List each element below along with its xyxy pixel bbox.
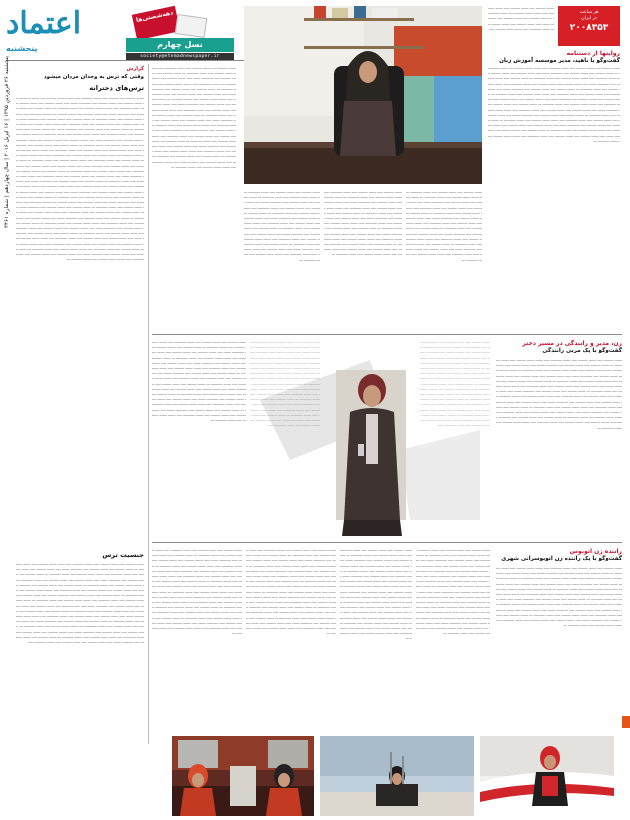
top-center-body-3: ـــــــ ـــــــــ ـــــ ـــــــ ـــــــــ ـــــ ـــــــ ـــــــــــ ـــــ ـــــــ ـــــــ ـــــــــ ـــــ ـــــــ ـــــــــــ ـــ ـــــــ ـــــــــ ـــــ ـــــــ ـــــــــ ـــــ ـــــــــــ ـــــــ ـــــ ـــــــ ـــــــــ ـــــ ـــــــ ـــــــــ ـــــ ـــــــ ـــــــــــ ـــــ ـــــــ ـــــــ ـــــــــ ـــــ ـــــــ ـــــــــــ ـــ ـــــــ ـــــــــ ـــــ ـــــــ ـــــــــ ـــــ ـــــــــــ ـــــــ ـــــ ـــــــ ـــــــــ ـــــ ـــــــ ـــــــــ ـــــ ـــــــ ـــــــــــ ـــــ ـــــــ ـــــــ ـــــــــ ـــــ ـــــــ ـــــــــــ ـــ ـــــــ ـــــــــ ـــــ ـــــــ ـــــــــ ـــــ ـــــــــــ ـــــــ ـــــ ـــــــ ـــــــــ ـــــ ـــــــ ـــــــــ ـــــ ـــــــ ـــــــــــ ـــــ ـــــــ ـــــــ ـــــــــ ـــــ ـــــــ ـــــــــــ ـــ ـــــــ ـــــــــ ـــــ ـــــــ ـــــــــ ـــــ ـــــــــــ ـــــــ ـــــ ـــــــ ـــــــــ ـــــ ـــــــ ـــــــــ ـــــ ـــــــ ـــــــــــ ـــــ ـــــــ ـــــــ ـــــــــ ـــــ ـــــــ ـــــــــــ ـــ [406,190,482,262]
section-badge-text: دهه‌شصتی‌ها [135,9,174,24]
row-divider-1 [152,334,622,335]
left-column-body: ـــــــ ـــــــــ ـــــ ـــــــــ ـــــ ـــــــ ـــــــــــ ـــــ ـــــــ ـــــــ ـــــــــ ـــــ ـــــــ ـــــــــــ ـــ ـــــــ ـــــــــ ـــــ ـــــــ ـــــــــ ـــــ ـــــــــــ ـــــــ ـــــ ـــــــ ـــــــــ ـــــ ـــــــ ـــــــــ ـــــ ـــــــ ـــــــــــ ـــــ ـــــــ ـــــــ ـــــــــ ـــــ ـــــــ ـــــــــــ ـــ ـــــــ ـــــــــ ـــــ ـــــــ ـــــــــ ـــــ ـــــــــــ ـــــــ ـــــ ـــــــ ـــــــــ ـــــ ـــــــ ـــــــــ ـــــ ـــــــ ـــــــــــ ـــــ ـــــــ ـــــــ ـــــــــ ـــــ ـــــــ ـــــــــــ ـــ ـــــــ ـــــــــ ـــــ ـــــــ ـــــــــ ـــــ ـــــــــــ ـــــــ ـــــ ـــــــ ـــــــــ ـــــ ـــــــ ـــــــــ ـــــ ـــــــ ـــــــــــ ـــــ ـــــــ ـــــــ ـــــــــ ـــــ ـــــــ ـــــــــــ ـــ ـــــــ ـــــــــ ـــــ ـــــــ ـــــــــ ـــــ ـــــــــــ ـــــــ ـــــ ـــــــ ـــــــــ ـــــ ـــــــ ـــــــــ ـــــ ـــــــ ـــــــــــ ـــــ ـــــــ ـــــــ ـــــــــ ـــــ ـــــــ ـــــــــــ ـــ ـــــــ ـــــــــ ـــــ ـــــــ ـــــــــ ـــــ ـــــــــــ ـــــــ ـــــ ـــــــ ـــــــــ ـــــ ـــــــ ـــــــــ ـــــ ـــــــ ـــــــــــ ـــــ ـــــــ ـــــــ ـــــــــ ـــــ ـــــــ ـــــــــــ ـــ ـــــــ ـــــــــ ـــــ ـــــــ ـــــــــ ـــــ ـــــــــــ ـــــــ ـــــ ـــــــ ـــــــــ ـــــ ـــــــ ـــــــــ ـــــ ـــــــ ـــــــــــ ـــــ ـــــــ ـــــــ ـــــــــ ـــــ ـــــــ ـــــــــــ ـــ ـــــــ ـــــــــ ـــــ ـــــــ ـــــــــ ـــــ ـــــــــــ ـــــــ ـــــ ـــــــ ـــــــــ ـــــ ـــــــ ـــــــــ ـــــ ـــــــ ـــــــــــ ـــــ ـــــــ ـــــــ ـــــــــ ـــــ ـــــــ ـــــــــــ ـــ ـــــــ ـــــــــ ـــــ ـــــــ ـــــــــ ـــــ ـــــــــــ ـــــــ ـــــ ـــــــ ـــــــــ ـــــ ـــــــ ـــــــــ ـــــ ـــــــ ـــــــــــ ـــــ ـــــــ ـــــــ ـــــــــ ـــــ ـــــــ ـــــــــــ ـــ ـــــــ ـــــــــ ـــــ ـــــــ ـــــــــ ـــــ ـــــــــــ ـــــــ ـــــ ـــــــ ـــــــــ ـــــ ـــــــ ـــــــــ ـــــ ـــــــ ـــــــــــ ـــــ ـــــــ ـــــــ ـــــــــ ـــــ ـــــــ ـــــــــــ ـــ ـــــــ ـــــــــ ـــــ ـــــــ ـــــــــ ـــــ ـــــــــــ ـــــــ ـــــ ـــــــ ـــــــــ ـــــ ـــــــ ـــــــــ ـــــ ـــــــ ـــــــــــ ـــــ ـــــــ ـــــــ ـــــــــ ـــــ ـــــــ ـــــــــــ ـــ ـــــــ ـــــــــ ـــــ ـــــــ ـــــــــ ـــــ ـــــــــــ ـــــــ ـــــ ـــــــ ـــــــــ ـــــ ـــــــ ـــــــــ ـــــ ـــــــ ـــــــــــ ـــــ ـــــــ ـــــــ ـــــــــ ـــــ ـــــــ ـــــــــــ ـــ ـــــــ ـــــــــ ـــــ ـــــــ ـــــــــ ـــــ ـــــــــــ ـــــــ ـــــ ـــــــ ـــــــــ ـــــ ـــــــ ـــــــــ ـــــ ـــــــ ـــــــــــ ـــــ ـــــــ ـــــــ ـــــــــ ـــــ ـــــــ ـــــــــــ ـــ ـــــــ ـــــــــ ـــــ ـــــــ ـــــــــ ـــــ ـــــــــــ ـــــــ ـــــ ـــــــ ـــــــــ ـــــ ـــــــ ـــــــــ ـــــ ـــــــ ـــــــــــ ـــــ ـــــــ ـــــــ ـــــــــ ـــــ ـــــــ ـــــــــــ ـــ ـــــــ ـــــــــ ـــــ ـــــــ ـــــــــ ـــــ ـــــــــــ ـــــــ ـــــ ـــــــ ـــــــــ ـــــ ـــــــ ـــــــــ ـــــ ـــــــ ـــــــــــ ـــــ ـــــــ ـــــــ ـــــــــ ـــــ ـــــــ ـــــــــــ ـــ ـــــــ ـــــــــ ـــــ ـــــــ ـــــــــ ـــــ ـــــــــــ ـــــــ ـــــ ـــــــ ـــــــــ ـــــ ـــــــ ـــــــــ ـــــ ـــــــ ـــــــــــ ـــــ ـــــــ ـــــــ ـــــــــ ـــــ ـــــــ ـــــــــــ ـــ ـــــــ ـــــــــ ـــــ ـــــــ ـــــــــ ـــــ ـــــــــــ ـــــــ ـــــ ـــــــ ـــــــــ ـــــ ـــــــ ـــــــــ ـــــ ـــــــ ـــــــــــ ـــــ ـــــــ ـــــــ ـــــــــ ـــــ ـــــــ ـــــــــــ ـــ ـــــــ ـــــــــ ـــــ ـــــــ ـــــــــ ـــــ ـــــــــــ ـــــــ ـــــ ـــــــ ـــــــــ ـــــ ـــــــ ـــــــــ ـــــ ـــــــ ـــــــــــ ـــــ ـــــــ ـــــــ ـــــــــ ـــــ ـــــــ ـــــــــــ ـــ ـــــــ ـــــــــ ـــــ ـــــــ ـــــــــ ـــــ ـــــــــــ ـــــــ ـــــ ـــــــ ـــــــــ ـــــ ـــــــ ـــــــــ ـــــ ـــــــ ـــــــــــ ـــــ ـــــــ ـــــــ ـــــــــ ـــــ ـــــــ ـــــــــــ ـــ [16,96,144,262]
middle-story-headline: گفت‌وگو با یک مربی رانندگی [542,348,622,354]
bottom-body-4: ـــــــ ـــــــــ ـــــ ـــــــ ـــــــــ ـــــ ـــــــ ـــــــــــ ـــــ ـــــــ ـــــــ ـــــــــ ـــــ ـــــــ ـــــــــــ ـــ ـــــــ ـــــــــ ـــــ ـــــــ ـــــــــ ـــــ ـــــــــــ ـــــــ ـــــ ـــــــ ـــــــــ ـــــ ـــــــ ـــــــــ ـــــ ـــــــ ـــــــــــ ـــــ ـــــــ ـــــــ ـــــــــ ـــــ ـــــــ ـــــــــــ ـــ ـــــــ ـــــــــ ـــــ ـــــــ ـــــــــ ـــــ ـــــــــــ ـــــــ ـــــ ـــــــ ـــــــــ ـــــ ـــــــ ـــــــــ ـــــ ـــــــ ـــــــــــ ـــــ ـــــــ ـــــــ ـــــــــ ـــــ ـــــــ ـــــــــــ ـــ ـــــــ ـــــــــ ـــــ ـــــــ ـــــــــ ـــــ ـــــــــــ ـــــــ ـــــ ـــــــ ـــــــــ ـــــ ـــــــ ـــــــــ ـــــ ـــــــ ـــــــــــ ـــــ ـــــــ ـــــــ ـــــــــ ـــــ ـــــــ ـــــــــــ ـــ ـــــــ ـــــــــ ـــــ ـــــــ ـــــــــ ـــــ ـــــــــــ ـــــــ ـــــ ـــــــ ـــــــــ ـــــ ـــــــ ـــــــــ ـــــ ـــــــ ـــــــــــ ـــــ ـــــــ ـــــــ ـــــــــ ـــــ ـــــــ ـــــــــــ ـــ ـــــــ ـــــــــ ـــــ ـــــــ ـــــــــ ـــــ ـــــــــــ ـــــــ ـــــ ـــــــ ـــــــــ ـــــ ـــــــ ـــــــــ ـــــ ـــــــ ـــــــــــ ـــــ ـــــــ ـــــــ ـــــــــ ـــــ ـــــــ ـــــــــــ ـــ [416,548,490,636]
bottom-story-kicker: راننده زن اتوبوس [569,548,622,555]
statistic-badge-line2: در ایران [581,16,597,21]
section-title: نسل چهارم [126,38,234,52]
left-heading: ترس‌های دخترانه [89,84,144,92]
top-left-body: ـــــــ ـــــــــ ـــــ ـــــــ ـــــــــ ـــــ ـــــــ ـــــــــــ ـــــ ـــــــ ـــــــ ـــــــــ ـــــ ـــــــ ـــــــــــ ـــ ـــــــ ـــــــــ ـــــ ـــــــ ـــــــــ ـــــ ـــــــــــ ـــــــ ـــــ ـــــــ ـــــــــ ـــــ ـــــــ ـــــــــ ـــــ ـــــــ ـــــــــــ ـــــ ـــــــ ـــــــ ـــــــــ ـــــ ـــــــ ـــــــــــ ـــ ـــــــ ـــــــــ ـــــ ـــــــ ـــــــــ ـــــ ـــــــــــ ـــــــ ـــــ ـــــــ ـــــــــ ـــــ ـــــــ ـــــــــ ـــــ ـــــــ ـــــــــــ ـــــ ـــــــ ـــــــ ـــــــــ ـــــ ـــــــ ـــــــــــ ـــ ـــــــ ـــــــــ ـــــ ـــــــ ـــــــــ ـــــ ـــــــــــ ـــــــ ـــــ ـــــــ ـــــــــ ـــــ ـــــــ ـــــــــ ـــــ ـــــــ ـــــــــــ ـــــ ـــــــ ـــــــ ـــــــــ ـــــ ـــــــ ـــــــــــ ـــ ـــــــ ـــــــــ ـــــ ـــــــ ـــــــــ ـــــ ـــــــــــ ـــــــ ـــــ ـــــــ ـــــــــ ـــــ ـــــــ ـــــــــ ـــــ ـــــــ ـــــــــــ ـــــ ـــــــ ـــــــ ـــــــــ ـــــ ـــــــ ـــــــــــ ـــ ـــــــ ـــــــــ ـــــ ـــــــ ـــــــــ ـــــ ـــــــــــ ـــــــ ـــــ ـــــــ ـــــــــ ـــــ ـــــــ ـــــــــ ـــــ ـــــــ ـــــــــــ ـــــ ـــــــ ـــــــ ـــــــــ ـــــ ـــــــ ـــــــــــ ـــ ـــــــ ـــــــــ ـــــ ـــــــ ـــــــــ ـــــ ـــــــــــ ـــــــ ـــــ ـــــــ ـــــــــ ـــــ ـــــــ ـــــــــ ـــــ ـــــــ ـــــــــــ ـــــ ـــــــ ـــــــ ـــــــــ ـــــ ـــــــ ـــــــــــ ـــ ـــــــ ـــــــــ ـــــ ـــــــ ـــــــــ ـــــ ـــــــــــ ـــــــ ـــــ ـــــــ ـــــــــ ـــــ ـــــــ ـــــــــ ـــــ ـــــــ ـــــــــــ ـــــ ـــــــ ـــــــ ـــــــــ ـــــ ـــــــ ـــــــــــ ـــ [152,66,236,169]
statistic-badge-number: ۲۰۰۸۳۵۳ [569,23,609,33]
badge-paper-decoration [175,14,207,38]
left-kicker: گزارش [126,66,144,72]
bottom-body-3: ـــــــ ـــــــــ ـــــ ـــــــ ـــــــــ ـــــ ـــــــ ـــــــــــ ـــــ ـــــــ ـــــــ ـــــــــ ـــــ ـــــــ ـــــــــــ ـــ ـــــــ ـــــــــ ـــــ ـــــــ ـــــــــ ـــــ ـــــــــــ ـــــــ ـــــ ـــــــ ـــــــــ ـــــ ـــــــ ـــــــــ ـــــ ـــــــ ـــــــــــ ـــــ ـــــــ ـــــــ ـــــــــ ـــــ ـــــــ ـــــــــــ ـــ ـــــــ ـــــــــ ـــــ ـــــــ ـــــــــ ـــــ ـــــــــــ ـــــــ ـــــ ـــــــ ـــــــــ ـــــ ـــــــ ـــــــــ ـــــ ـــــــ ـــــــــــ ـــــ ـــــــ ـــــــ ـــــــــ ـــــ ـــــــ ـــــــــــ ـــ ـــــــ ـــــــــ ـــــ ـــــــ ـــــــــ ـــــ ـــــــــــ ـــــــ ـــــ ـــــــ ـــــــــ ـــــ ـــــــ ـــــــــ ـــــ ـــــــ ـــــــــــ ـــــ ـــــــ ـــــــ ـــــــــ ـــــ ـــــــ ـــــــــــ ـــ ـــــــ ـــــــــ ـــــ ـــــــ ـــــــــ ـــــ ـــــــــــ ـــــــ ـــــ ـــــــ ـــــــــ ـــــ ـــــــ ـــــــــ ـــــ ـــــــ ـــــــــــ ـــــ ـــــــ ـــــــ ـــــــــ ـــــ ـــــــ ـــــــــــ ـــ ـــــــ ـــــــــ ـــــ ـــــــ ـــــــــ ـــــ ـــــــــــ ـــــــ ـــــ ـــــــ ـــــــــ ـــــ ـــــــ ـــــــــ ـــــ ـــــــ ـــــــــــ ـــــ ـــــــ ـــــــ ـــــــــ ـــــ ـــــــ ـــــــــــ ـــ [340,548,412,641]
masthead-rule [6,60,244,61]
row-divider-2 [152,542,622,543]
left-subheading: جنسیت ترس [102,551,144,559]
weekday-label: پنجشنبه [6,44,38,53]
statistic-badge [558,6,620,46]
bottom-photo-race-car [480,736,614,816]
middle-story-kicker: زن، مدیر و رانندگی در مسیر دختر [522,340,622,347]
middle-overlay-text-right: ـــــــ ـــــــــ ـــــ ـــــــ ـــــــــ ـــــ ـــــــ ـــــــــــ ـــــ ـــــــ ـــــــ ـــــــــ ـــــ ـــــــ ـــــــــــ ـــ ـــــــ ـــــــــ ـــــ ـــــــ ـــــــــ ـــــ ـــــــــــ ـــــــ ـــــ ـــــــ ـــــــــ ـــــ ـــــــ ـــــــــ ـــــ ـــــــ ـــــــــــ ـــــ ـــــــ ـــــــ ـــــــــ ـــــ ـــــــ ـــــــــــ ـــ ـــــــ ـــــــــ ـــــ ـــــــ ـــــــــ ـــــ ـــــــــــ ـــــــ ـــــ ـــــــ ـــــــــ ـــــ ـــــــ ـــــــــ ـــــ ـــــــ ـــــــــــ ـــــ ـــــــ ـــــــ ـــــــــ ـــــ ـــــــ ـــــــــــ ـــ ـــــــ ـــــــــ ـــــ ـــــــ ـــــــــ ـــــ ـــــــــــ ـــــــ ـــــ ـــــــ ـــــــــ ـــــ ـــــــ ـــــــــ ـــــ ـــــــ ـــــــــــ ـــــ ـــــــ ـــــــ ـــــــــ ـــــ ـــــــ ـــــــــــ ـــ ـــــــ ـــــــــ ـــــ ـــــــ ـــــــــ ـــــ ـــــــــــ ـــــــ ـــــ ـــــــ ـــــــــ ـــــ ـــــــ ـــــــــ ـــــ ـــــــ ـــــــــــ ـــــ ـــــــ ـــــــ ـــــــــ ـــــ ـــــــ ـــــــــــ ـــ ـــــــ ـــــــــ ـــــ ـــــــ ـــــــــ ـــــ ـــــــــــ ـــــــ ـــــ ـــــــ ـــــــــ ـــــ ـــــــ ـــــــــ ـــــ ـــــــ ـــــــــــ ـــــ [420,340,490,428]
column-divider [148,64,149,744]
bottom-story-headline: گفت‌وگو با یک راننده زن اتوبوسرانی شهری [501,556,622,562]
newspaper-logo: اعتماد [6,6,82,41]
bottom-photo-woman-sky [320,736,474,816]
page-edge-tab [622,716,630,728]
bottom-body-2: ـــــــ ـــــــــ ـــــ ـــــــ ـــــــــ ـــــ ـــــــ ـــــــــــ ـــــ ـــــــ ـــــــ ـــــــــ ـــــ ـــــــ ـــــــــــ ـــ ـــــــ ـــــــــ ـــــ ـــــــ ـــــــــ ـــــ ـــــــــــ ـــــــ ـــــ ـــــــ ـــــــــ ـــــ ـــــــ ـــــــــ ـــــ ـــــــ ـــــــــــ ـــــ ـــــــ ـــــــ ـــــــــ ـــــ ـــــــ ـــــــــــ ـــ ـــــــ ـــــــــ ـــــ ـــــــ ـــــــــ ـــــ ـــــــــــ ـــــــ ـــــ ـــــــ ـــــــــ ـــــ ـــــــ ـــــــــ ـــــ ـــــــ ـــــــــــ ـــــ ـــــــ ـــــــ ـــــــــ ـــــ ـــــــ ـــــــــــ ـــ ـــــــ ـــــــــ ـــــ ـــــــ ـــــــــ ـــــ ـــــــــــ ـــــــ ـــــ ـــــــ ـــــــــ ـــــ ـــــــ ـــــــــ ـــــ ـــــــ ـــــــــــ ـــــ ـــــــ ـــــــ ـــــــــ ـــــ ـــــــ ـــــــــــ ـــ ـــــــ ـــــــــ ـــــ ـــــــ ـــــــــ ـــــ ـــــــــــ ـــــــ ـــــ ـــــــ ـــــــــ ـــــ ـــــــ ـــــــــ ـــــ ـــــــ ـــــــــــ ـــــ ـــــــ ـــــــ ـــــــــ ـــــ ـــــــ ـــــــــــ ـــ ـــــــ ـــــــــ ـــــ ـــــــ ـــــــــ ـــــ ـــــــــــ ـــــــ ـــــ ـــــــ ـــــــــ ـــــ ـــــــ ـــــــــ ـــــ ـــــــ ـــــــــــ ـــــ ـــــــ ـــــــ ـــــــــ ـــــ ـــــــ ـــــــــــ ـــ ـــــــ ـــــــــ ـــــ ـــــــ ـــــــــ ـــــ ـــــــــــ ـــــــ ـــــ ـــــــ ـــــــــ ـــــ ـــــــ ـــــــــ ـــــ ـــــــ ـــــــــــ ـــــ ـــــــ ـــــــ ـــــــــ ـــــ ـــــــ ـــــــــــ ـــ [246,548,336,636]
top-photo-office [244,6,482,184]
middle-story-body: ـــــــ ـــــــــ ـــــ ـــــــ ـــــــــ ـــــ ـــــــ ـــــــــــ ـــــ ـــــــ ـــــــ ـــــــــ ـــــ ـــــــ ـــــــــــ ـــ ـــــــ ـــــــــ ـــــ ـــــــ ـــــــــ ـــــ ـــــــــــ ـــــــ ـــــ ـــــــ ـــــــــ ـــــ ـــــــ ـــــــــ ـــــ ـــــــ ـــــــــــ ـــــ ـــــــ ـــــــ ـــــــــ ـــــ ـــــــ ـــــــــــ ـــ ـــــــ ـــــــــ ـــــ ـــــــ ـــــــــ ـــــ ـــــــــــ ـــــــ ـــــ ـــــــ ـــــــــ ـــــ ـــــــ ـــــــــ ـــــ ـــــــ ـــــــــــ ـــــ ـــــــ ـــــــ ـــــــــ ـــــ ـــــــ ـــــــــــ ـــ ـــــــ ـــــــــ ـــــ ـــــــ ـــــــــ ـــــ ـــــــــــ ـــــــ ـــــ ـــــــ ـــــــــ ـــــ ـــــــ ـــــــــ ـــــ ـــــــ ـــــــــــ ـــــ ـــــــ ـــــــ ـــــــــ ـــــ ـــــــ ـــــــــــ ـــ ـــــــ ـــــــــ ـــــ ـــــــ ـــــــــ ـــــ ـــــــــــ ـــــــ ـــــ ـــــــ ـــــــــ ـــــ ـــــــ ـــــــــ ـــــ ـــــــ ـــــــــــ ـــــ ـــــــ ـــــــ ـــــــــ ـــــ ـــــــ ـــــــــــ ـــ ـــــــ ـــــــــ ـــــ ـــــــ ـــــــــ ـــــ ـــــــــــ ـــــــ ـــــ ـــــــ ـــــــــ ـــــ ـــــــ ـــــــــ ـــــ ـــــــ ـــــــــــ ـــــ ـــــــ ـــــــ ـــــــــ ـــــ ـــــــ ـــــــــــ ـــ ـــــــ ـــــــــ ـــــ ـــــــ ـــــــــ ـــــ ـــــــــــ ـــــــ ـــــ ـــــــ ـــــــــ ـــــ ـــــــ ـــــــــ ـــــ ـــــــ ـــــــــــ ـــــ ـــــــ ـــــــ ـــــــــ ـــــ ـــــــ ـــــــــــ ـــ ـــــــ ـــــــــ ـــــ ـــــــ ـــــــــ ـــــ ـــــــــــ ـــــــ ـــــ ـــــــ ـــــــــ ـــــ ـــــــ ـــــــــ ـــــ ـــــــ ـــــــــــ ـــــ ـــــــ ـــــــ ـــــــــ ـــــ ـــــــ ـــــــــــ ـــ [496,358,622,430]
section-email: society@etemadnewspaper.ir [126,53,234,60]
statistic-badge-line1: هر ساعت [579,10,599,15]
bottom-story-body: ـــــــ ـــــــــ ـــــ ـــــــ ـــــــــ ـــــ ـــــــ ـــــــــــ ـــــ ـــــــ ـــــــ ـــــــــ ـــــ ـــــــ ـــــــــــ ـــ ـــــــ ـــــــــ ـــــ ـــــــ ـــــــــ ـــــ ـــــــــــ ـــــــ ـــــ ـــــــ ـــــــــ ـــــ ـــــــ ـــــــــ ـــــ ـــــــ ـــــــــــ ـــــ ـــــــ ـــــــ ـــــــــ ـــــ ـــــــ ـــــــــــ ـــ ـــــــ ـــــــــ ـــــ ـــــــ ـــــــــ ـــــ ـــــــــــ ـــــــ ـــــ ـــــــ ـــــــــ ـــــ ـــــــ ـــــــــ ـــــ ـــــــ ـــــــــــ ـــــ ـــــــ ـــــــ ـــــــــ ـــــ ـــــــ ـــــــــــ ـــ ـــــــ ـــــــــ ـــــ ـــــــ ـــــــــ ـــــ ـــــــــــ ـــــــ ـــــ ـــــــ ـــــــــ ـــــ ـــــــ ـــــــــ ـــــ ـــــــ ـــــــــــ ـــــ ـــــــ ـــــــ ـــــــــ ـــــ ـــــــ ـــــــــــ ـــ ـــــــ ـــــــــ ـــــ ـــــــ ـــــــــ ـــــ ـــــــــــ ـــــــ ـــــ ـــــــ ـــــــــ ـــــ ـــــــ ـــــــــ ـــــ ـــــــ ـــــــــــ ـــــ ـــــــ ـــــــ ـــــــــ ـــــ ـــــــ ـــــــــــ ـــ ـــــــ ـــــــــ ـــــ ـــــــ ـــــــــ ـــــ ـــــــــــ ـــــــ ـــــ ـــــــ ـــــــــ ـــــ ـــــــ ـــــــــ ـــــ ـــــــ ـــــــــــ ـــــ ـــــــ ـــــــ ـــــــــ ـــــ ـــــــ ـــــــــــ ـــ ـــــــ ـــــــــ ـــــ ـــــــ ـــــــــ ـــــ ـــــــــــ ـــــــ ـــــ ـــــــ ـــــــــ ـــــ ـــــــ ـــــــــ ـــــ ـــــــ ـــــــــــ ـــــ ـــــــ ـــــــ ـــــــــ ـــــ ـــــــ ـــــــــــ ـــ [496,566,622,628]
bottom-photo-fire-truck [172,736,314,816]
middle-overlay-text-left: ـــــــ ـــــــــ ـــــ ـــــــ ـــــــــ ـــــ ـــــــ ـــــــــــ ـــــ ـــــــ ـــــــ ـــــــــ ـــــ ـــــــ ـــــــــــ ـــ ـــــــ ـــــــــ ـــــ ـــــــ ـــــــــ ـــــ ـــــــــــ ـــــــ ـــــ ـــــــ ـــــــــ ـــــ ـــــــ ـــــــــ ـــــ ـــــــ ـــــــــــ ـــــ ـــــــ ـــــــ ـــــــــ ـــــ ـــــــ ـــــــــــ ـــ ـــــــ ـــــــــ ـــــ ـــــــ ـــــــــ ـــــ ـــــــــــ ـــــــ ـــــ ـــــــ ـــــــــ ـــــ ـــــــ ـــــــــ ـــــ ـــــــ ـــــــــــ ـــــ ـــــــ ـــــــ ـــــــــ ـــــ ـــــــ ـــــــــــ ـــ ـــــــ ـــــــــ ـــــ ـــــــ ـــــــــ ـــــ ـــــــــــ ـــــــ ـــــ ـــــــ ـــــــــ ـــــ ـــــــ ـــــــــ ـــــ ـــــــ ـــــــــــ ـــــ ـــــــ ـــــــ ـــــــــ ـــــ ـــــــ ـــــــــــ ـــ ـــــــ ـــــــــ ـــــ ـــــــ ـــــــــ ـــــ ـــــــــــ ـــــــ ـــــ ـــــــ ـــــــــ ـــــ ـــــــ ـــــــــ ـــــ ـــــــ ـــــــــــ ـــــ ـــــــ ـــــــ ـــــــــ ـــــ ـــــــ ـــــــــــ ـــ ـــــــ ـــــــــ ـــــ ـــــــ ـــــــــ ـــــ ـــــــــــ ـــــــ ـــــ ـــــــ ـــــــــ ـــــ ـــــــ ـــــــــ ـــــ ـــــــ ـــــــــــ ـــــ [250,340,320,428]
section-badge [132,6,180,41]
top-story-kicker: روایتها از دستنامه [566,50,620,57]
top-center-body-1: ـــــــ ـــــــــ ـــــ ـــــــ ـــــــــ ـــــ ـــــــ ـــــــــــ ـــــ ـــــــ ـــــــ ـــــــــ ـــــ ـــــــ ـــــــــــ ـــ ـــــــ ـــــــــ ـــــ ـــــــ ـــــــــ ـــــ ـــــــــــ ـــــــ ـــــ ـــــــ ـــــــــ ـــــ ـــــــ ـــــــــ ـــــ ـــــــ ـــــــــــ ـــــ ـــــــ ـــــــ ـــــــــ ـــــ ـــــــ ـــــــــــ ـــ ـــــــ ـــــــــ ـــــ ـــــــ ـــــــــ ـــــ ـــــــــــ ـــــــ ـــــ ـــــــ ـــــــــ ـــــ ـــــــ ـــــــــ ـــــ ـــــــ ـــــــــــ ـــــ ـــــــ ـــــــ ـــــــــ ـــــ ـــــــ ـــــــــــ ـــ ـــــــ ـــــــــ ـــــ ـــــــ ـــــــــ ـــــ ـــــــــــ ـــــــ ـــــ ـــــــ ـــــــــ ـــــ ـــــــ ـــــــــ ـــــ ـــــــ ـــــــــــ ـــــ ـــــــ ـــــــ ـــــــــ ـــــ ـــــــ ـــــــــــ ـــ ـــــــ ـــــــــ ـــــ ـــــــ ـــــــــ ـــــ ـــــــــــ ـــــــ ـــــ ـــــــ ـــــــــ ـــــ ـــــــ ـــــــــ ـــــ ـــــــ ـــــــــــ ـــــ ـــــــ ـــــــ ـــــــــ ـــــ ـــــــ ـــــــــــ ـــ [244,190,320,262]
dateline: پنجشنبه ۲۶ فروردین ۱۳۹۵ | ۱۶ آپریل ۲۰۱۶ | سال چهاردهم | شماره ۳۴۶۱ [4,56,10,228]
left-lead-heading: وقتی که ترس به وجدان مردان میشود [43,74,144,80]
top-right-intro: ـــــــ ـــــــــ ـــــ ـــــــ ـــــــــ ـــــ ـــــــ ـــــــــــ ـــــ ـــــــ ـــــــ ـــــــــ ـــــ ـــــــ ـــــــــــ ـــ ـــــــ ـــــــــ ـــــ ـــــــ ـــــــــ ـــــ ـــــــــــ ـــــــ ـــــ ـــــــ ـــــــــ ـــــ ـــــــ ـــــــــ ـــــ ـــــــ ـــــــــــ ـــــ ـــــــ ـــــــ ـــــــــ ـــــ [488,6,554,31]
left-column-body-2: ـــــــ ـــــــــ ـــــ ـــــــ ـــــــــ ـــــ ـــــــ ـــــــــــ ـــــ ـــــــ ـــــــ ـــــــــ ـــــ ـــــــ ـــــــــــ ـــ ـــــــ ـــــــــ ـــــ ـــــــ ـــــــــ ـــــ ـــــــــــ ـــــــ ـــــ ـــــــ ـــــــــ ـــــ ـــــــ ـــــــــ ـــــ ـــــــ ـــــــــــ ـــــ ـــــــ ـــــــ ـــــــــ ـــــ ـــــــ ـــــــــــ ـــ ـــــــ ـــــــــ ـــــ ـــــــ ـــــــــ ـــــ ـــــــــــ ـــــــ ـــــ ـــــــ ـــــــــ ـــــ ـــــــ ـــــــــ ـــــ ـــــــ ـــــــــــ ـــــ ـــــــ ـــــــ ـــــــــ ـــــ ـــــــ ـــــــــــ ـــ ـــــــ ـــــــــ ـــــ ـــــــ ـــــــــ ـــــ ـــــــــــ ـــــــ ـــــ ـــــــ ـــــــــ ـــــ ـــــــ ـــــــــ ـــــ ـــــــ ـــــــــــ ـــــ ـــــــ ـــــــ ـــــــــ ـــــ ـــــــ ـــــــــــ ـــ ـــــــ ـــــــــ ـــــ ـــــــ ـــــــــ ـــــ ـــــــــــ ـــــــ ـــــ ـــــــ ـــــــــ ـــــ ـــــــ ـــــــــ ـــــ ـــــــ ـــــــــــ ـــــ ـــــــ ـــــــ ـــــــــ ـــــ ـــــــ ـــــــــــ ـــ ـــــــ ـــــــــ ـــــ ـــــــ ـــــــــ ـــــ ـــــــــــ ـــــــ ـــــ ـــــــ ـــــــــ ـــــ ـــــــ ـــــــــ ـــــ ـــــــ ـــــــــــ ـــــ ـــــــ ـــــــ ـــــــــ ـــــ ـــــــ ـــــــــــ ـــ ـــــــ ـــــــــ ـــــ ـــــــ ـــــــــ ـــــ ـــــــــــ ـــــــ ـــــ ـــــــ ـــــــــ ـــــ ـــــــ ـــــــــ ـــــ ـــــــ ـــــــــــ ـــــ ـــــــ ـــــــ ـــــــــ ـــــ ـــــــ ـــــــــــ ـــ ـــــــ ـــــــــ ـــــ ـــــــ ـــــــــ ـــــ ـــــــــــ ـــــــ ـــــ ـــــــ ـــــــــ ـــــ ـــــــ ـــــــــ ـــــ ـــــــ ـــــــــــ ـــــ ـــــــ ـــــــ ـــــــــ ـــــ ـــــــ ـــــــــــ ـــ ـــــــ ـــــــــ ـــــ ـــــــ ـــــــــ ـــــ ـــــــــــ ـــــــ ـــــ ـــــــ ـــــــــ ـــــ ـــــــ ـــــــــ ـــــ ـــــــ ـــــــــــ ـــــ ـــــــ ـــــــ ـــــــــ ـــــ ـــــــ ـــــــــــ ـــ ـــــــ ـــــــــ ـــــ ـــــــ ـــــــــ ـــــ ـــــــــــ ـــــــ ـــــ ـــــــ ـــــــــ ـــــ ـــــــ ـــــــــ ـــــ ـــــــ ـــــــــــ ـــــ [16,562,144,645]
top-story-body: ـــــــ ـــــــــ ـــــ ـــــــ ـــــــــ ـــــ ـــــــ ـــــــــــ ـــــ ـــــــ ـــــــ ـــــــــ ـــــ ـــــــ ـــــــــــ ـــ ـــــــ ـــــــــ ـــــ ـــــــ ـــــــــ ـــــ ـــــــــــ ـــــــ ـــــ ـــــــ ـــــــــ ـــــ ـــــــ ـــــــــ ـــــ ـــــــ ـــــــــــ ـــــ ـــــــ ـــــــ ـــــــــ ـــــ ـــــــ ـــــــــــ ـــ ـــــــ ـــــــــ ـــــ ـــــــ ـــــــــ ـــــ ـــــــــــ ـــــــ ـــــ ـــــــ ـــــــــ ـــــ ـــــــ ـــــــــ ـــــ ـــــــ ـــــــــــ ـــــ ـــــــ ـــــــ ـــــــــ ـــــ ـــــــ ـــــــــــ ـــ ـــــــ ـــــــــ ـــــ ـــــــ ـــــــــ ـــــ ـــــــــــ ـــــــ ـــــ ـــــــ ـــــــــ ـــــ ـــــــ ـــــــــ ـــــ ـــــــ ـــــــــــ ـــــ ـــــــ ـــــــ ـــــــــ ـــــ ـــــــ ـــــــــــ ـــ ـــــــ ـــــــــ ـــــ ـــــــ ـــــــــ ـــــ ـــــــــــ ـــــــ ـــــ ـــــــ ـــــــــ ـــــ ـــــــ ـــــــــ ـــــ ـــــــ ـــــــــــ ـــــ ـــــــ ـــــــ ـــــــــ ـــــ ـــــــ ـــــــــــ ـــ ـــــــ ـــــــــ ـــــ ـــــــ ـــــــــ ـــــ ـــــــــــ ـــــــ ـــــ ـــــــ ـــــــــ ـــــ ـــــــ ـــــــــ ـــــ ـــــــ ـــــــــــ ـــــ ـــــــ ـــــــ ـــــــــ ـــــ ـــــــ ـــــــــــ ـــ ـــــــ ـــــــــ ـــــ ـــــــ ـــــــــ ـــــ ـــــــــــ ـــــــ ـــــ ـــــــ ـــــــــ ـــــ ـــــــ ـــــــــ ـــــ ـــــــ ـــــــــــ ـــــ ـــــــ ـــــــ ـــــــــ ـــــ ـــــــ ـــــــــــ ـــ ـــــــ ـــــــــ ـــــ ـــــــ ـــــــــ ـــــ ـــــــــــ ـــــــ ـــــ ـــــــ ـــــــــ ـــــ ـــــــ ـــــــــ ـــــ ـــــــ ـــــــــــ ـــــ ـــــــ ـــــــ ـــــــــ ـــــ ـــــــ ـــــــــــ ـــ ـــــــ ـــــــــ ـــــ ـــــــ ـــــــــ ـــــ ـــــــــــ ـــــــ ـــــ ـــــــ ـــــــــ ـــــ ـــــــ ـــــــــ ـــــ ـــــــ ـــــــــــ ـــــ ـــــــ ـــــــ ـــــــــ ـــــ ـــــــ ـــــــــــ ـــ [488,66,620,143]
middle-left-body: ـــــــ ـــــــــ ـــــ ـــــــ ـــــــــ ـــــ ـــــــ ـــــــــــ ـــــ ـــــــ ـــــــ ـــــــــ ـــــ ـــــــ ـــــــــــ ـــ ـــــــ ـــــــــ ـــــ ـــــــ ـــــــــ ـــــ ـــــــــــ ـــــــ ـــــ ـــــــ ـــــــــ ـــــ ـــــــ ـــــــــ ـــــ ـــــــ ـــــــــــ ـــــ ـــــــ ـــــــ ـــــــــ ـــــ ـــــــ ـــــــــــ ـــ ـــــــ ـــــــــ ـــــ ـــــــ ـــــــــ ـــــ ـــــــــــ ـــــــ ـــــ ـــــــ ـــــــــ ـــــ ـــــــ ـــــــــ ـــــ ـــــــ ـــــــــــ ـــــ ـــــــ ـــــــ ـــــــــ ـــــ ـــــــ ـــــــــــ ـــ ـــــــ ـــــــــ ـــــ ـــــــ ـــــــــ ـــــ ـــــــــــ ـــــــ ـــــ ـــــــ ـــــــــ ـــــ ـــــــ ـــــــــ ـــــ ـــــــ ـــــــــــ ـــــ ـــــــ ـــــــ ـــــــــ ـــــ ـــــــ ـــــــــــ ـــ ـــــــ ـــــــــ ـــــ ـــــــ ـــــــــ ـــــ ـــــــــــ ـــــــ ـــــ ـــــــ ـــــــــ ـــــ ـــــــ ـــــــــ ـــــ ـــــــ ـــــــــــ ـــــ ـــــــ ـــــــ ـــــــــ ـــــ ـــــــ ـــــــــــ ـــ ـــــــ ـــــــــ ـــــ ـــــــ ـــــــــ ـــــ ـــــــــــ ـــــــ ـــــ ـــــــ ـــــــــ ـــــ ـــــــ ـــــــــ ـــــ ـــــــ ـــــــــــ ـــــ ـــــــ ـــــــ ـــــــــ ـــــ ـــــــ ـــــــــــ ـــ ـــــــ ـــــــــ ـــــ ـــــــ ـــــــــ ـــــ ـــــــــــ ـــــــ ـــــ ـــــــ ـــــــــ ـــــ ـــــــ ـــــــــ ـــــ ـــــــ ـــــــــــ ـــــ ـــــــ ـــــــ ـــــــــ ـــــ ـــــــ ـــــــــــ ـــ [152,340,246,423]
bottom-body-1: ـــــــ ـــــــــ ـــــ ـــــــ ـــــــــ ـــــ ـــــــ ـــــــــــ ـــــ ـــــــ ـــــــ ـــــــــ ـــــ ـــــــ ـــــــــــ ـــ ـــــــ ـــــــــ ـــــ ـــــــ ـــــــــ ـــــ ـــــــــــ ـــــــ ـــــ ـــــــ ـــــــــ ـــــ ـــــــ ـــــــــ ـــــ ـــــــ ـــــــــــ ـــــ ـــــــ ـــــــ ـــــــــ ـــــ ـــــــ ـــــــــــ ـــ ـــــــ ـــــــــ ـــــ ـــــــ ـــــــــ ـــــ ـــــــــــ ـــــــ ـــــ ـــــــ ـــــــــ ـــــ ـــــــ ـــــــــ ـــــ ـــــــ ـــــــــــ ـــــ ـــــــ ـــــــ ـــــــــ ـــــ ـــــــ ـــــــــــ ـــ ـــــــ ـــــــــ ـــــ ـــــــ ـــــــــ ـــــ ـــــــــــ ـــــــ ـــــ ـــــــ ـــــــــ ـــــ ـــــــ ـــــــــ ـــــ ـــــــ ـــــــــــ ـــــ ـــــــ ـــــــ ـــــــــ ـــــ ـــــــ ـــــــــــ ـــ ـــــــ ـــــــــ ـــــ ـــــــ ـــــــــ ـــــ ـــــــــــ ـــــــ ـــــ ـــــــ ـــــــــ ـــــ ـــــــ ـــــــــ ـــــ ـــــــ ـــــــــــ ـــــ ـــــــ ـــــــ ـــــــــ ـــــ ـــــــ ـــــــــــ ـــ ـــــــ ـــــــــ ـــــ ـــــــ ـــــــــ ـــــ ـــــــــــ ـــــــ ـــــ ـــــــ ـــــــــ ـــــ ـــــــ ـــــــــ ـــــ ـــــــ ـــــــــــ ـــــ ـــــــ ـــــــ ـــــــــ ـــــ ـــــــ ـــــــــــ ـــ ـــــــ ـــــــــ ـــــ ـــــــ ـــــــــ ـــــ ـــــــــــ ـــــــ ـــــ ـــــــ ـــــــــ ـــــ ـــــــ ـــــــــ ـــــ ـــــــ ـــــــــــ ـــــ ـــــــ ـــــــ ـــــــــ ـــــ ـــــــ ـــــــــــ ـــ [152,548,242,636]
top-story-headline: گفت‌وگو با ناهید، مدیر موسسه آموزش زبان [499,58,620,64]
top-center-body-2: ـــــــ ـــــــــ ـــــ ـــــــ ـــــــــ ـــــ ـــــــ ـــــــــــ ـــــ ـــــــ ـــــــ ـــــــــ ـــــ ـــــــ ـــــــــــ ـــ ـــــــ ـــــــــ ـــــ ـــــــ ـــــــــ ـــــ ـــــــــــ ـــــــ ـــــ ـــــــ ـــــــــ ـــــ ـــــــ ـــــــــ ـــــ ـــــــ ـــــــــــ ـــــ ـــــــ ـــــــ ـــــــــ ـــــ ـــــــ ـــــــــــ ـــ ـــــــ ـــــــــ ـــــ ـــــــ ـــــــــ ـــــ ـــــــــــ ـــــــ ـــــ ـــــــ ـــــــــ ـــــ ـــــــ ـــــــــ ـــــ ـــــــ ـــــــــــ ـــــ ـــــــ ـــــــ ـــــــــ ـــــ ـــــــ ـــــــــــ ـــ ـــــــ ـــــــــ ـــــ ـــــــ ـــــــــ ـــــ ـــــــــــ ـــــــ ـــــ ـــــــ ـــــــــ ـــــ ـــــــ ـــــــــ ـــــ ـــــــ ـــــــــــ ـــــ ـــــــ ـــــــ ـــــــــ ـــــ ـــــــ ـــــــــــ ـــ ـــــــ ـــــــــ ـــــ ـــــــ ـــــــــ ـــــ ـــــــــــ ـــــــ ـــــ ـــــــ ـــــــــ ـــــ ـــــــ ـــــــــ ـــــ ـــــــ ـــــــــــ ـــــ ـــــــ ـــــــ ـــــــــ ـــــ ـــــــ ـــــــــــ ـــ [324,190,402,257]
